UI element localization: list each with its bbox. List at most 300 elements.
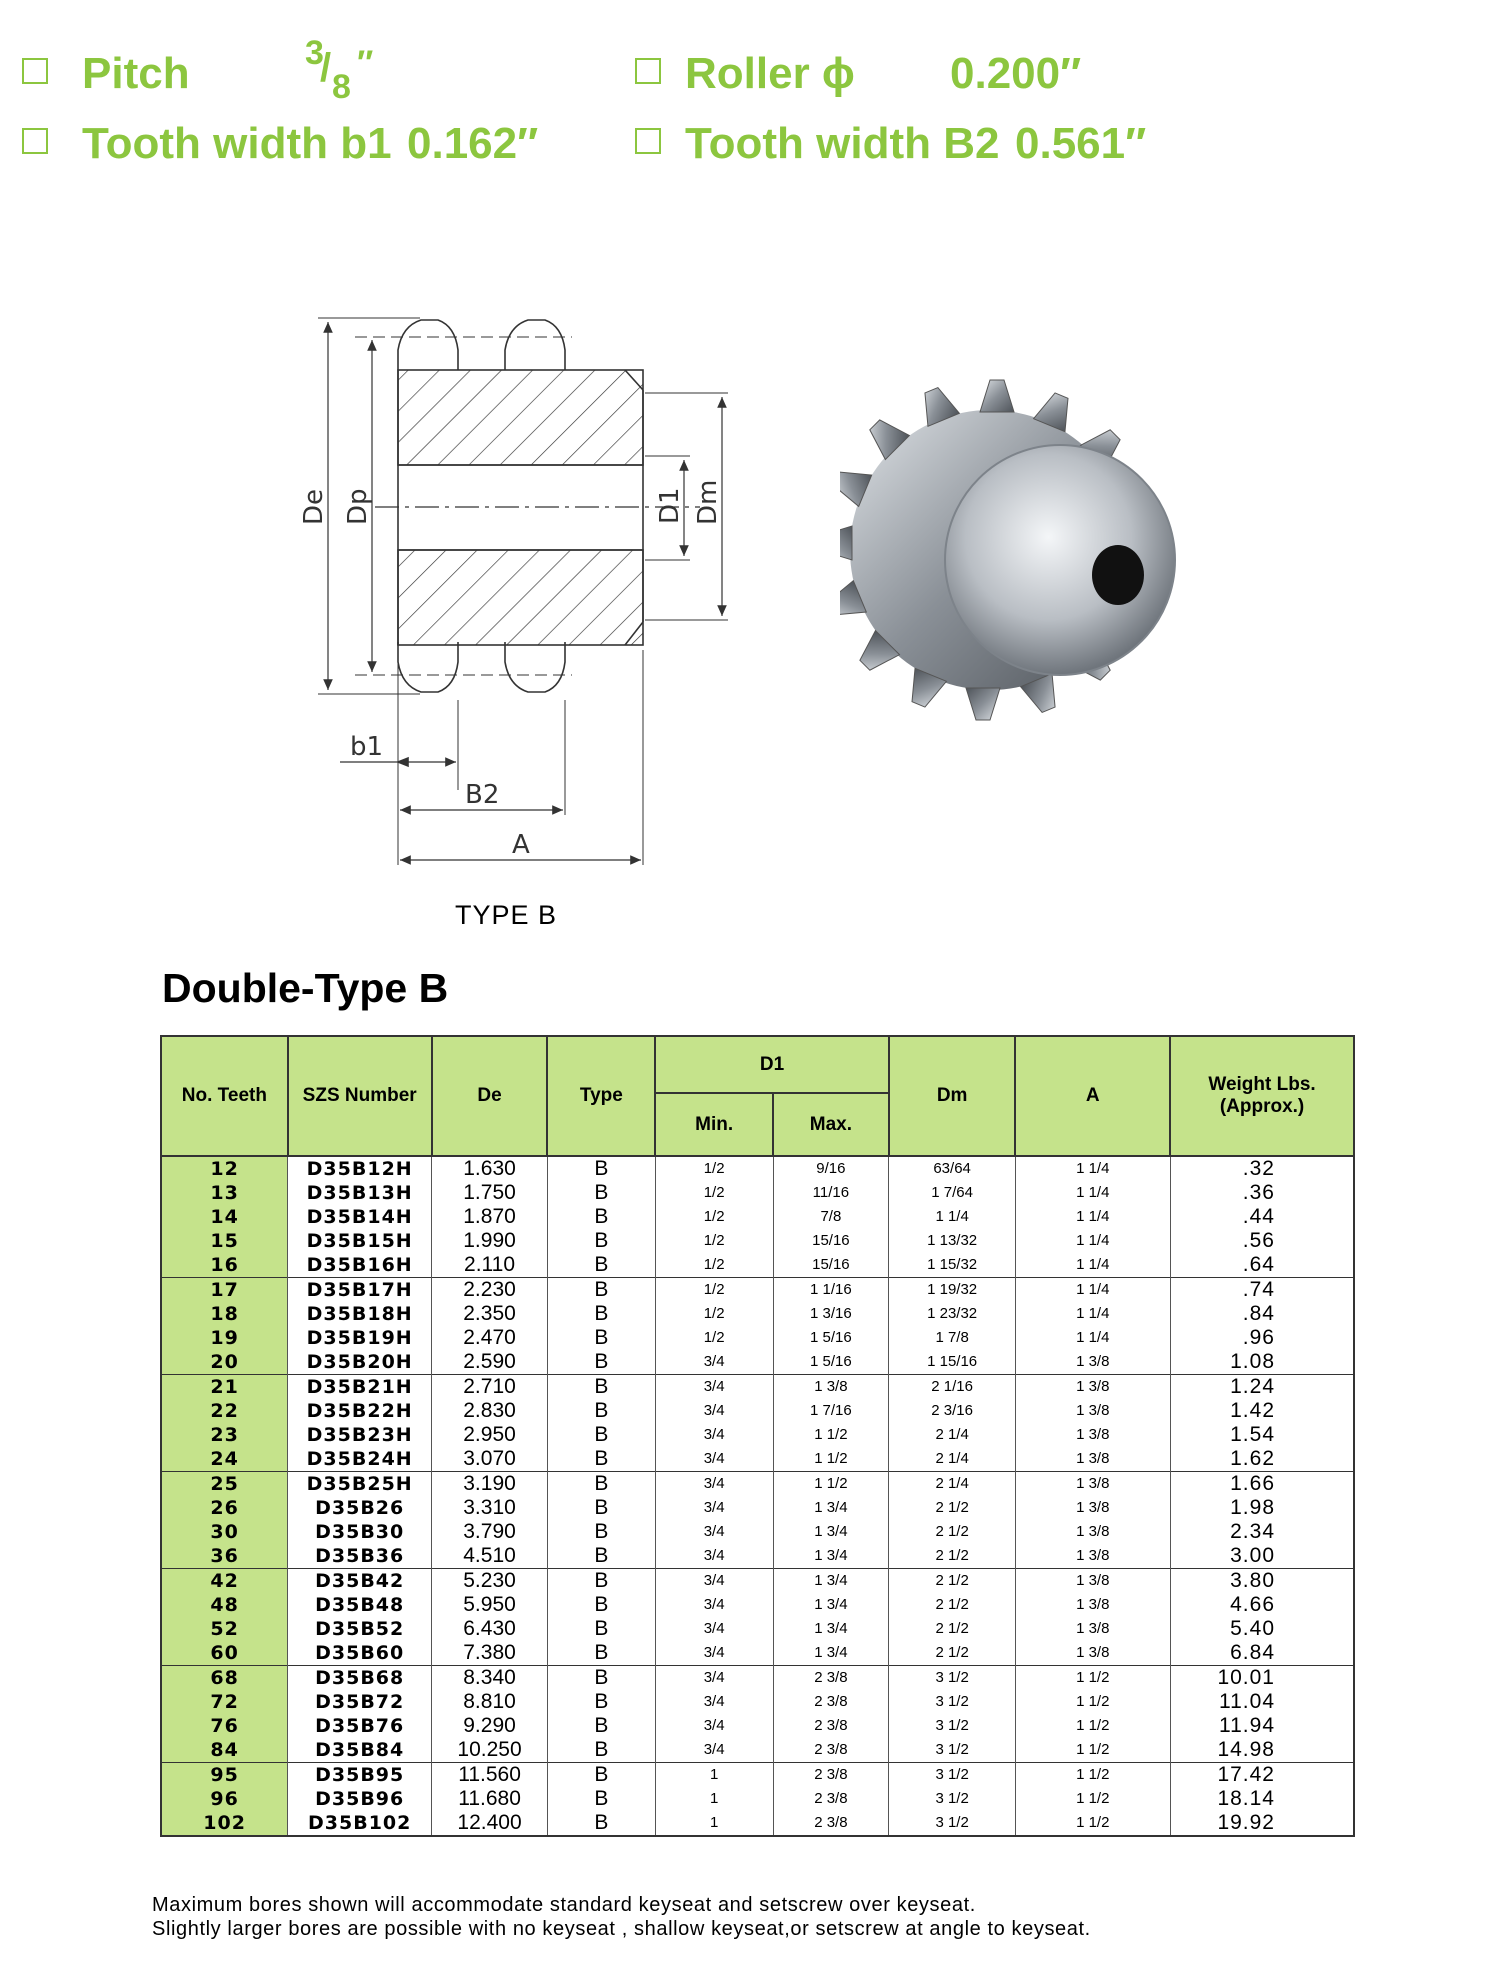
b2-dim-label: B2 bbox=[465, 780, 500, 810]
cell-teeth: 22 bbox=[161, 1399, 288, 1423]
table-row bbox=[161, 1302, 1354, 1326]
cell-de: 5.950 bbox=[432, 1593, 548, 1617]
cell-teeth: 68 bbox=[161, 1666, 288, 1691]
cell-d1-max: 2 3/8 bbox=[773, 1811, 889, 1836]
cell-d1-max: 1 3/4 bbox=[773, 1496, 889, 1520]
cell-a: 1 3/8 bbox=[1015, 1641, 1170, 1666]
cell-a: 1 3/8 bbox=[1015, 1593, 1170, 1617]
cell-type: B bbox=[547, 1496, 655, 1520]
cell-weight: 2.34 bbox=[1170, 1520, 1354, 1544]
cell-d1-max: 1 3/4 bbox=[773, 1617, 889, 1641]
cell-dm: 3 1/2 bbox=[889, 1690, 1016, 1714]
cell-weight: 1.62 bbox=[1170, 1447, 1354, 1472]
cell-type: B bbox=[547, 1714, 655, 1738]
cell-weight: .36 bbox=[1170, 1181, 1354, 1205]
cell-de: 2.710 bbox=[432, 1375, 548, 1400]
cell-szs: D35B60 bbox=[288, 1641, 432, 1666]
cell-szs: D35B72 bbox=[288, 1690, 432, 1714]
d1-label: D1 bbox=[655, 487, 685, 524]
cell-teeth: 48 bbox=[161, 1593, 288, 1617]
cell-szs: D35B52 bbox=[288, 1617, 432, 1641]
cell-d1-max: 1 3/16 bbox=[773, 1302, 889, 1326]
cell-d1-min: 3/4 bbox=[655, 1617, 773, 1641]
cell-dm: 2 1/2 bbox=[889, 1544, 1016, 1569]
cell-teeth: 23 bbox=[161, 1423, 288, 1447]
cell-teeth: 72 bbox=[161, 1690, 288, 1714]
cell-d1-min: 1 bbox=[655, 1787, 773, 1811]
cell-d1-min: 1/2 bbox=[655, 1181, 773, 1205]
table-row bbox=[161, 1520, 1354, 1544]
cell-dm: 2 1/16 bbox=[889, 1375, 1016, 1400]
cell-de: 1.990 bbox=[432, 1229, 548, 1253]
cell-dm: 1 15/32 bbox=[889, 1253, 1016, 1278]
cell-weight: .84 bbox=[1170, 1302, 1354, 1326]
cell-a: 1 1/4 bbox=[1015, 1278, 1170, 1303]
table-row bbox=[161, 1399, 1354, 1423]
cell-szs: D35B68 bbox=[288, 1666, 432, 1691]
table-row bbox=[161, 1375, 1354, 1400]
cell-d1-max: 1 5/16 bbox=[773, 1326, 889, 1350]
cell-szs: D35B42 bbox=[288, 1569, 432, 1594]
cell-a: 1 3/8 bbox=[1015, 1544, 1170, 1569]
cell-teeth: 60 bbox=[161, 1641, 288, 1666]
cell-dm: 2 1/2 bbox=[889, 1520, 1016, 1544]
b2-label: Tooth width B2 bbox=[685, 119, 1000, 168]
cell-d1-max: 1 1/2 bbox=[773, 1447, 889, 1472]
cell-d1-min: 3/4 bbox=[655, 1544, 773, 1569]
cell-type: B bbox=[547, 1229, 655, 1253]
cell-d1-min: 1/2 bbox=[655, 1302, 773, 1326]
cell-type: B bbox=[547, 1472, 655, 1497]
b1-dim-label: b1 bbox=[350, 732, 384, 762]
cell-weight: 1.42 bbox=[1170, 1399, 1354, 1423]
cell-type: B bbox=[547, 1423, 655, 1447]
cell-type: B bbox=[547, 1641, 655, 1666]
cell-dm: 1 7/8 bbox=[889, 1326, 1016, 1350]
header-szs: SZS Number bbox=[288, 1036, 432, 1156]
cell-szs: D35B26 bbox=[288, 1496, 432, 1520]
cell-weight: 1.66 bbox=[1170, 1472, 1354, 1497]
cell-weight: 17.42 bbox=[1170, 1763, 1354, 1788]
cell-teeth: 95 bbox=[161, 1763, 288, 1788]
cell-szs: D35B30 bbox=[288, 1520, 432, 1544]
cell-type: B bbox=[547, 1811, 655, 1836]
cell-teeth: 102 bbox=[161, 1811, 288, 1836]
b2-value: 0.561″ bbox=[1015, 119, 1147, 168]
b1-value: 0.162″ bbox=[407, 119, 539, 168]
cell-dm: 2 1/2 bbox=[889, 1617, 1016, 1641]
cell-weight: 4.66 bbox=[1170, 1593, 1354, 1617]
cell-weight: 1.98 bbox=[1170, 1496, 1354, 1520]
cell-szs: D35B17H bbox=[288, 1278, 432, 1303]
header-dm: Dm bbox=[889, 1036, 1016, 1156]
cell-d1-min: 1/2 bbox=[655, 1326, 773, 1350]
cell-de: 4.510 bbox=[432, 1544, 548, 1569]
cell-de: 1.630 bbox=[432, 1156, 548, 1181]
cell-d1-max: 1 1/16 bbox=[773, 1278, 889, 1303]
cell-dm: 1 15/16 bbox=[889, 1350, 1016, 1375]
cell-a: 1 1/4 bbox=[1015, 1302, 1170, 1326]
cell-dm: 2 1/2 bbox=[889, 1569, 1016, 1594]
table-row bbox=[161, 1496, 1354, 1520]
cell-d1-max: 1 3/4 bbox=[773, 1569, 889, 1594]
cell-dm: 2 3/16 bbox=[889, 1399, 1016, 1423]
b1-label: Tooth width b1 bbox=[82, 119, 392, 168]
cell-szs: D35B23H bbox=[288, 1423, 432, 1447]
cell-d1-max: 1 7/16 bbox=[773, 1399, 889, 1423]
cell-d1-max: 2 3/8 bbox=[773, 1738, 889, 1763]
cell-a: 1 3/8 bbox=[1015, 1520, 1170, 1544]
roller-label: Roller ϕ bbox=[685, 49, 855, 98]
cell-dm: 2 1/4 bbox=[889, 1423, 1016, 1447]
pitch-label: Pitch bbox=[82, 49, 190, 98]
table-row bbox=[161, 1787, 1354, 1811]
dm-label: Dm bbox=[693, 479, 723, 525]
cell-a: 1 1/2 bbox=[1015, 1666, 1170, 1691]
cell-dm: 3 1/2 bbox=[889, 1714, 1016, 1738]
pitch-unit: ″ bbox=[357, 44, 374, 82]
cell-de: 8.340 bbox=[432, 1666, 548, 1691]
cell-d1-min: 3/4 bbox=[655, 1496, 773, 1520]
header-d1-max: Max. bbox=[773, 1093, 889, 1156]
cell-dm: 1 13/32 bbox=[889, 1229, 1016, 1253]
table-row bbox=[161, 1156, 1354, 1181]
cell-teeth: 14 bbox=[161, 1205, 288, 1229]
cell-dm: 63/64 bbox=[889, 1156, 1016, 1181]
cell-teeth: 76 bbox=[161, 1714, 288, 1738]
cell-d1-max: 2 3/8 bbox=[773, 1666, 889, 1691]
cell-de: 8.810 bbox=[432, 1690, 548, 1714]
sprocket-photo bbox=[840, 350, 1240, 750]
header-de: De bbox=[432, 1036, 548, 1156]
cell-weight: 14.98 bbox=[1170, 1738, 1354, 1763]
cell-szs: D35B96 bbox=[288, 1787, 432, 1811]
de-label: De bbox=[299, 488, 329, 525]
cell-weight: .64 bbox=[1170, 1253, 1354, 1278]
cell-type: B bbox=[547, 1181, 655, 1205]
cell-szs: D35B36 bbox=[288, 1544, 432, 1569]
cell-d1-min: 3/4 bbox=[655, 1520, 773, 1544]
cell-a: 1 3/8 bbox=[1015, 1350, 1170, 1375]
cell-d1-max: 1 3/4 bbox=[773, 1544, 889, 1569]
cell-type: B bbox=[547, 1544, 655, 1569]
cell-weight: .74 bbox=[1170, 1278, 1354, 1303]
cell-dm: 1 7/64 bbox=[889, 1181, 1016, 1205]
cell-weight: 1.08 bbox=[1170, 1350, 1354, 1375]
cell-szs: D35B18H bbox=[288, 1302, 432, 1326]
cell-weight: 5.40 bbox=[1170, 1617, 1354, 1641]
cell-weight: 3.00 bbox=[1170, 1544, 1354, 1569]
table-row bbox=[161, 1738, 1354, 1763]
cell-szs: D35B15H bbox=[288, 1229, 432, 1253]
cell-de: 2.350 bbox=[432, 1302, 548, 1326]
cell-d1-min: 3/4 bbox=[655, 1423, 773, 1447]
cell-type: B bbox=[547, 1763, 655, 1788]
cell-szs: D35B19H bbox=[288, 1326, 432, 1350]
cell-teeth: 36 bbox=[161, 1544, 288, 1569]
cell-d1-min: 3/4 bbox=[655, 1375, 773, 1400]
table-row bbox=[161, 1278, 1354, 1303]
cell-type: B bbox=[547, 1156, 655, 1181]
header-d1: D1 bbox=[655, 1036, 889, 1093]
cell-teeth: 13 bbox=[161, 1181, 288, 1205]
cell-d1-min: 3/4 bbox=[655, 1569, 773, 1594]
cell-weight: 18.14 bbox=[1170, 1787, 1354, 1811]
cell-a: 1 1/4 bbox=[1015, 1229, 1170, 1253]
cell-a: 1 3/8 bbox=[1015, 1399, 1170, 1423]
cell-teeth: 30 bbox=[161, 1520, 288, 1544]
diagram-caption: TYPE B bbox=[455, 900, 558, 930]
cell-weight: .44 bbox=[1170, 1205, 1354, 1229]
cell-szs: D35B16H bbox=[288, 1253, 432, 1278]
cell-a: 1 1/2 bbox=[1015, 1690, 1170, 1714]
cell-type: B bbox=[547, 1617, 655, 1641]
cell-teeth: 19 bbox=[161, 1326, 288, 1350]
cell-a: 1 1/2 bbox=[1015, 1714, 1170, 1738]
cell-de: 2.230 bbox=[432, 1278, 548, 1303]
cell-de: 11.560 bbox=[432, 1763, 548, 1788]
section-title: Double-Type B bbox=[162, 965, 449, 1011]
cell-szs: D35B14H bbox=[288, 1205, 432, 1229]
cell-d1-min: 1 bbox=[655, 1811, 773, 1836]
cell-d1-max: 1 3/8 bbox=[773, 1375, 889, 1400]
cell-szs: D35B24H bbox=[288, 1447, 432, 1472]
cell-type: B bbox=[547, 1302, 655, 1326]
cell-d1-max: 1 1/2 bbox=[773, 1472, 889, 1497]
cell-teeth: 15 bbox=[161, 1229, 288, 1253]
cell-type: B bbox=[547, 1375, 655, 1400]
cell-szs: D35B48 bbox=[288, 1593, 432, 1617]
cell-type: B bbox=[547, 1666, 655, 1691]
cell-de: 2.110 bbox=[432, 1253, 548, 1278]
table-row bbox=[161, 1350, 1354, 1375]
table-row bbox=[161, 1666, 1354, 1691]
cell-szs: D35B102 bbox=[288, 1811, 432, 1836]
cell-d1-max: 15/16 bbox=[773, 1253, 889, 1278]
cell-type: B bbox=[547, 1690, 655, 1714]
cell-de: 5.230 bbox=[432, 1569, 548, 1594]
cell-a: 1 3/8 bbox=[1015, 1617, 1170, 1641]
cell-a: 1 3/8 bbox=[1015, 1496, 1170, 1520]
cell-d1-max: 9/16 bbox=[773, 1156, 889, 1181]
header-teeth: No. Teeth bbox=[161, 1036, 288, 1156]
footnote-1: Maximum bores shown will accommodate standard keyseat and setscrew over keyseat. bbox=[152, 1894, 976, 1916]
header-a: A bbox=[1015, 1036, 1170, 1156]
cell-szs: D35B20H bbox=[288, 1350, 432, 1375]
cell-teeth: 20 bbox=[161, 1350, 288, 1375]
header-weight: Weight Lbs. (Approx.) bbox=[1170, 1036, 1354, 1156]
cell-de: 10.250 bbox=[432, 1738, 548, 1763]
a-dim-label: A bbox=[512, 830, 530, 860]
cell-type: B bbox=[547, 1520, 655, 1544]
cell-teeth: 42 bbox=[161, 1569, 288, 1594]
cell-d1-min: 3/4 bbox=[655, 1738, 773, 1763]
table-row bbox=[161, 1690, 1354, 1714]
cell-dm: 2 1/2 bbox=[889, 1641, 1016, 1666]
cell-weight: .32 bbox=[1170, 1156, 1354, 1181]
cell-de: 1.870 bbox=[432, 1205, 548, 1229]
table-row bbox=[161, 1181, 1354, 1205]
cell-dm: 1 23/32 bbox=[889, 1302, 1016, 1326]
table-row bbox=[161, 1544, 1354, 1569]
cell-teeth: 21 bbox=[161, 1375, 288, 1400]
cell-dm: 3 1/2 bbox=[889, 1787, 1016, 1811]
header-type: Type bbox=[547, 1036, 655, 1156]
cell-type: B bbox=[547, 1326, 655, 1350]
roller-value: 0.200″ bbox=[950, 49, 1082, 98]
table-row bbox=[161, 1229, 1354, 1253]
table-row bbox=[161, 1714, 1354, 1738]
cell-szs: D35B21H bbox=[288, 1375, 432, 1400]
cell-teeth: 17 bbox=[161, 1278, 288, 1303]
cell-a: 1 1/2 bbox=[1015, 1787, 1170, 1811]
cell-szs: D35B95 bbox=[288, 1763, 432, 1788]
cell-d1-min: 3/4 bbox=[655, 1593, 773, 1617]
cell-teeth: 96 bbox=[161, 1787, 288, 1811]
cell-type: B bbox=[547, 1350, 655, 1375]
cell-type: B bbox=[547, 1253, 655, 1278]
cell-de: 3.310 bbox=[432, 1496, 548, 1520]
cell-d1-min: 1 bbox=[655, 1763, 773, 1788]
cell-weight: 19.92 bbox=[1170, 1811, 1354, 1836]
cell-szs: D35B76 bbox=[288, 1714, 432, 1738]
cell-de: 2.830 bbox=[432, 1399, 548, 1423]
table-row bbox=[161, 1641, 1354, 1666]
cell-d1-max: 7/8 bbox=[773, 1205, 889, 1229]
cell-d1-min: 3/4 bbox=[655, 1714, 773, 1738]
table-row bbox=[161, 1811, 1354, 1836]
table-row bbox=[161, 1472, 1354, 1497]
cell-a: 1 3/8 bbox=[1015, 1569, 1170, 1594]
cell-d1-max: 2 3/8 bbox=[773, 1714, 889, 1738]
cell-teeth: 12 bbox=[161, 1156, 288, 1181]
table-row bbox=[161, 1569, 1354, 1594]
cell-dm: 2 1/4 bbox=[889, 1447, 1016, 1472]
type-b-drawing bbox=[0, 0, 760, 900]
table-row bbox=[161, 1253, 1354, 1278]
cell-type: B bbox=[547, 1447, 655, 1472]
table-row bbox=[161, 1593, 1354, 1617]
cell-d1-max: 1 3/4 bbox=[773, 1593, 889, 1617]
cell-teeth: 52 bbox=[161, 1617, 288, 1641]
cell-de: 12.400 bbox=[432, 1811, 548, 1836]
cell-dm: 3 1/2 bbox=[889, 1763, 1016, 1788]
cell-de: 7.380 bbox=[432, 1641, 548, 1666]
pitch-denominator: 8 bbox=[332, 68, 351, 106]
cell-dm: 2 1/4 bbox=[889, 1472, 1016, 1497]
cell-teeth: 26 bbox=[161, 1496, 288, 1520]
table-row bbox=[161, 1617, 1354, 1641]
dp-label: Dp bbox=[343, 488, 373, 525]
cell-d1-min: 3/4 bbox=[655, 1666, 773, 1691]
cell-weight: 6.84 bbox=[1170, 1641, 1354, 1666]
cell-dm: 1 1/4 bbox=[889, 1205, 1016, 1229]
cell-dm: 3 1/2 bbox=[889, 1811, 1016, 1836]
cell-dm: 3 1/2 bbox=[889, 1738, 1016, 1763]
cell-a: 1 1/4 bbox=[1015, 1253, 1170, 1278]
cell-teeth: 24 bbox=[161, 1447, 288, 1472]
cell-de: 3.070 bbox=[432, 1447, 548, 1472]
cell-dm: 3 1/2 bbox=[889, 1666, 1016, 1691]
header-d1-min: Min. bbox=[655, 1093, 773, 1156]
cell-weight: .56 bbox=[1170, 1229, 1354, 1253]
cell-szs: D35B84 bbox=[288, 1738, 432, 1763]
cell-a: 1 3/8 bbox=[1015, 1423, 1170, 1447]
cell-d1-max: 2 3/8 bbox=[773, 1763, 889, 1788]
cell-d1-max: 1 3/4 bbox=[773, 1641, 889, 1666]
cell-d1-max: 1 5/16 bbox=[773, 1350, 889, 1375]
cell-d1-min: 1/2 bbox=[655, 1278, 773, 1303]
cell-type: B bbox=[547, 1738, 655, 1763]
cell-dm: 2 1/2 bbox=[889, 1593, 1016, 1617]
table-row bbox=[161, 1763, 1354, 1788]
cell-de: 9.290 bbox=[432, 1714, 548, 1738]
table-body bbox=[161, 1156, 1354, 1836]
cell-d1-min: 1/2 bbox=[655, 1205, 773, 1229]
cell-d1-min: 3/4 bbox=[655, 1690, 773, 1714]
sprocket-spec-table bbox=[160, 1035, 1355, 1837]
cell-weight: .96 bbox=[1170, 1326, 1354, 1350]
cell-de: 3.190 bbox=[432, 1472, 548, 1497]
cell-a: 1 1/2 bbox=[1015, 1763, 1170, 1788]
cell-type: B bbox=[547, 1205, 655, 1229]
cell-d1-min: 1/2 bbox=[655, 1229, 773, 1253]
cell-weight: 1.54 bbox=[1170, 1423, 1354, 1447]
cell-de: 2.950 bbox=[432, 1423, 548, 1447]
cell-de: 6.430 bbox=[432, 1617, 548, 1641]
cell-d1-max: 15/16 bbox=[773, 1229, 889, 1253]
table-row bbox=[161, 1326, 1354, 1350]
cell-de: 2.470 bbox=[432, 1326, 548, 1350]
cell-type: B bbox=[547, 1787, 655, 1811]
cell-type: B bbox=[547, 1569, 655, 1594]
cell-weight: 3.80 bbox=[1170, 1569, 1354, 1594]
cell-weight: 11.04 bbox=[1170, 1690, 1354, 1714]
cell-szs: D35B25H bbox=[288, 1472, 432, 1497]
cell-type: B bbox=[547, 1278, 655, 1303]
cell-szs: D35B12H bbox=[288, 1156, 432, 1181]
cell-teeth: 18 bbox=[161, 1302, 288, 1326]
cell-a: 1 1/4 bbox=[1015, 1205, 1170, 1229]
cell-d1-min: 3/4 bbox=[655, 1399, 773, 1423]
cell-dm: 2 1/2 bbox=[889, 1496, 1016, 1520]
table-row bbox=[161, 1447, 1354, 1472]
footnote-2: Slightly larger bores are possible with no keyseat , shallow keyseat,or setscrew at angle to keyseat. bbox=[152, 1918, 1091, 1940]
cell-de: 1.750 bbox=[432, 1181, 548, 1205]
cell-d1-min: 3/4 bbox=[655, 1472, 773, 1497]
cell-a: 1 1/2 bbox=[1015, 1738, 1170, 1763]
cell-de: 11.680 bbox=[432, 1787, 548, 1811]
cell-teeth: 84 bbox=[161, 1738, 288, 1763]
cell-a: 1 3/8 bbox=[1015, 1447, 1170, 1472]
cell-de: 2.590 bbox=[432, 1350, 548, 1375]
pitch-numerator: 3 bbox=[305, 34, 324, 72]
cell-a: 1 1/4 bbox=[1015, 1156, 1170, 1181]
cell-d1-max: 2 3/8 bbox=[773, 1787, 889, 1811]
table-row bbox=[161, 1423, 1354, 1447]
cell-teeth: 25 bbox=[161, 1472, 288, 1497]
cell-d1-max: 1 1/2 bbox=[773, 1423, 889, 1447]
cell-a: 1 1/2 bbox=[1015, 1811, 1170, 1836]
cell-a: 1 3/8 bbox=[1015, 1472, 1170, 1497]
pitch-slash: / bbox=[320, 46, 332, 90]
cell-type: B bbox=[547, 1399, 655, 1423]
table-row bbox=[161, 1205, 1354, 1229]
cell-d1-min: 3/4 bbox=[655, 1447, 773, 1472]
cell-de: 3.790 bbox=[432, 1520, 548, 1544]
cell-d1-max: 2 3/8 bbox=[773, 1690, 889, 1714]
cell-type: B bbox=[547, 1593, 655, 1617]
